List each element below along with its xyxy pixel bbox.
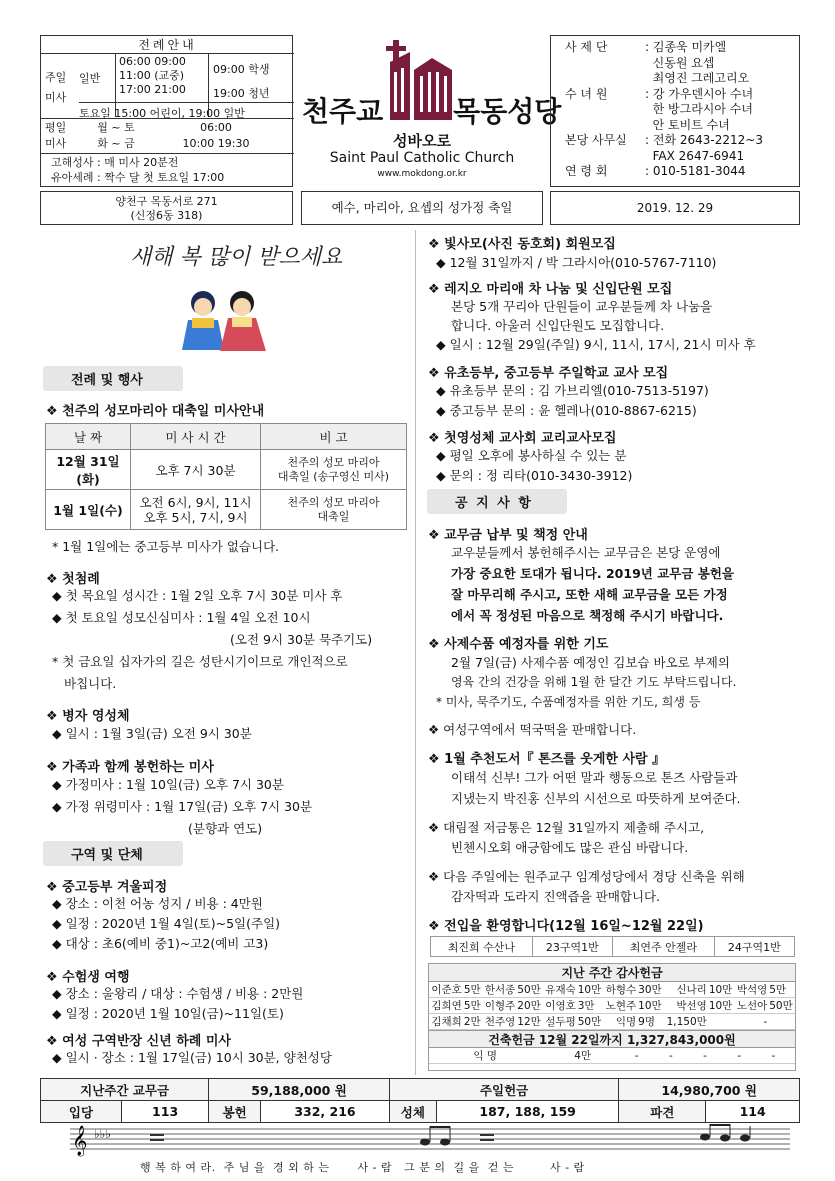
- advent-line: ❖ 대림절 저금통은 12월 31일까지 제출해 주시고,: [428, 820, 705, 835]
- women-item: ◆ 일시 · 장소 : 1월 17일(금) 10시 30분, 양천성당: [52, 1050, 332, 1065]
- prayer-line: 영육 간의 건강을 위해 1월 한 달간 기도 부탁드립니다.: [451, 675, 737, 689]
- advent-line: 빈첸시오회 애긍함에도 많은 관심 바랍니다.: [451, 840, 689, 855]
- section-notices: 공 지 사 항: [427, 489, 567, 514]
- book-heading: ❖ 1월 추천도서『 톤즈를 웃게한 사람 』: [428, 752, 666, 767]
- offering-title: 지난 주간 감사헌금: [429, 964, 795, 982]
- summary-table: 지난주간 교무금 59,188,000 원 주일헌금 14,980,700 원 입당 113 봉헌 332, 216 성체 187, 188, 159 파견 114: [40, 1078, 800, 1123]
- camp-item: ◆ 대상 : 초6(예비 중1)~고2(예비 고3): [52, 936, 269, 951]
- note-no-youth-mass: * 1월 1일에는 중고등부 미사가 없습니다.: [52, 539, 280, 554]
- staff-row: 연 령 회 : 010-5181-3044: [565, 164, 746, 178]
- school-item: ◆ 중고등부 문의 : 윤 헬레나(010-8867-6215): [436, 403, 697, 418]
- prayer-heading: ❖ 사제수품 예정자를 위한 기도: [428, 637, 609, 652]
- church-name-en: Saint Paul Catholic Church: [329, 150, 515, 166]
- first-item: 바칩니다.: [64, 676, 117, 691]
- camp-item: ◆ 장소 : 이천 어농 성지 / 비용 : 4만원: [52, 896, 263, 911]
- family-item: ◆ 가정 위령미사 : 1월 17일(금) 오후 7시 30분: [52, 799, 313, 814]
- table-row: 김희연 5만 이형주 20만 이영호 3만 노현주 10만 박선영 10만 노선아 50만: [429, 998, 795, 1014]
- first-feast-heading: ❖ 첫첨례: [46, 572, 100, 587]
- school-heading: ❖ 유초등부, 중고등부 주일학교 교사 모집: [428, 366, 669, 381]
- staff-row: FAX 2647-6941: [645, 148, 745, 163]
- photo-club-item: ◆ 12월 31일까지 / 박 그라시아(010-5767-7110): [436, 255, 717, 270]
- mary-feast-heading: ❖ 천주의 성모마리아 대축일 미사안내: [46, 404, 265, 419]
- sunday-times-right: 09:00 학생 19:00 청년: [213, 63, 270, 100]
- first-item: (오전 9시 30분 묵주기도): [230, 632, 373, 647]
- mass-schedule-table: 날 짜 미 사 시 간 비 고 12월 31일(화) 오후 7시 30분 천주의 성모 마리아 대축일 (송구영신 미사) 1월 1일(수) 오전 6시, 9시, 11시 오후 5시, 7시, 9시 천주의 성모 마리아 대축일: [45, 423, 407, 530]
- saturday-line: 토요일 15:00 어린이, 19:00 일반: [79, 102, 294, 121]
- staff-row: 수 녀 원 : 강 가우덴시아 수녀: [565, 86, 754, 101]
- sick-heading: ❖ 병자 영성체: [46, 709, 130, 724]
- staff-row: 본당 사무실 : 전화 2643-2212~3: [565, 133, 763, 147]
- communion-heading: ❖ 첫영성체 교사회 교리교사모집: [428, 431, 617, 446]
- legio-heading: ❖ 레지오 마리애 차 나눔 및 신입단원 모집: [428, 282, 673, 297]
- building-table: [429, 1048, 795, 1064]
- family-item: ◆ 가정미사 : 1월 10일(금) 오후 7시 30분: [52, 777, 284, 792]
- mass-info-title: 전례안내: [41, 38, 294, 54]
- camp-heading: ❖ 중고등부 겨울피정: [46, 880, 168, 895]
- church-name-kr: 천주교 목동성당: [302, 95, 562, 128]
- first-item: * 첫 금요일 십자가의 길은 성탄시기이므로 개인적으로: [52, 654, 348, 669]
- staff-box: [550, 35, 800, 187]
- family-heading: ❖ 가족과 함께 봉헌하는 미사: [46, 760, 214, 775]
- mass-info-box: [40, 35, 293, 187]
- table-row: 이준호 5만 한서종 50만 유재숙 10만 하형수 30만 신나리 10만 박석영 5만: [429, 982, 795, 998]
- exam-item: ◆ 장소 : 울왕리 / 대상 : 수험생 / 비용 : 2만원: [52, 986, 304, 1001]
- legio-item: ◆ 일시 : 12월 29일(주일) 9시, 11시, 17시, 21시 미사 후: [436, 337, 756, 352]
- school-item: ◆ 유초등부 문의 : 김 가브리엘(010-7513-5197): [436, 383, 709, 398]
- table-row: 김채희 2만 천주영 12만 설두평 50만 익명 9명 1,150만 -: [429, 1014, 795, 1030]
- music-staff: [40, 1124, 800, 1176]
- table-row: 익 명 4만 - - - - -: [429, 1048, 795, 1064]
- date-box: 2019. 12. 29: [550, 191, 800, 225]
- svg-text:𝄞: 𝄞: [72, 1126, 88, 1156]
- rice-cake-notice: ❖ 여성구역에서 떡국떡을 판매합니다.: [428, 722, 637, 737]
- sunday-label: 주일 미사: [45, 71, 67, 104]
- next-sunday-line: 감자떡과 도라지 진액즙을 판매합니다.: [451, 889, 661, 904]
- dues-line: 교우분들께서 봉헌해주시는 교무금은 본당 운영에: [451, 545, 721, 560]
- photo-club-heading: ❖ 빛사모(사진 동호회) 회원모집: [428, 237, 616, 252]
- welcome-heading: ❖ 전입을 환영합니다(12월 16일~12월 22일): [428, 919, 704, 934]
- offering-box: [428, 963, 796, 1071]
- staff-row: 한 방그라시아 수녀: [645, 102, 753, 116]
- communion-item: ◆ 문의 : 정 리타(010-3430-3912): [436, 468, 633, 483]
- family-item: (분향과 연도): [188, 821, 263, 836]
- weekday-times: 월 ~ 토 06:00 화 ~ 금 10:00 19:30: [97, 121, 250, 150]
- staff-row: 신동원 요셉: [645, 55, 715, 70]
- staff-row: 사 제 단 : 김종욱 미카엘: [565, 40, 727, 54]
- feast-box: 예수, 마리아, 요셉의 성가정 축일: [301, 191, 543, 225]
- general-label: 일반: [79, 72, 101, 85]
- legio-item: 본당 5개 꾸리아 단원들이 교우분들께 차 나눔을: [451, 299, 713, 314]
- greeting: 새해 복 많이 받으세요: [130, 245, 343, 270]
- legio-item: 합니다. 아울러 신입단원도 모집합니다.: [451, 318, 665, 333]
- lyrics: 행 복 하 여 라. 주 님 을 경 외 하 는 사 - 람 그 분 의 길 을 걷 는 사 - 람: [140, 1161, 585, 1174]
- saint-name: 성바오로: [393, 132, 451, 150]
- address-box: 양천구 목동서로 271 (신정6동 318): [40, 191, 293, 225]
- church-logo: [302, 38, 562, 188]
- communion-item: ◆ 평일 오후에 봉사하실 수 있는 분: [436, 448, 627, 463]
- women-heading: ❖ 여성 구역반장 신년 하례 미사: [46, 1034, 231, 1049]
- prayer-line: 2월 7일(금) 사제수품 예정인 김보습 바오로 부제의: [451, 655, 730, 670]
- svg-text:♭♭♭: ♭♭♭: [94, 1127, 111, 1141]
- book-line: 지냈는지 박진홍 신부의 시선으로 따뜻하게 보여준다.: [451, 791, 741, 806]
- first-item: ◆ 첫 목요일 성시간 : 1월 2일 오후 7시 30분 미사 후: [52, 588, 343, 603]
- website: www.mokdong.or.kr: [377, 169, 467, 179]
- staff-row: 안 토비트 수녀: [645, 117, 730, 132]
- welcome-table: 최진희 수산나 23구역1반 최연주 안젤라 24구역1반: [430, 936, 795, 957]
- dues-line: 에서 꼭 정성된 마음으로 책정해 주시기 바랍니다.: [451, 608, 724, 623]
- section-liturgy: 전례 및 행사: [43, 366, 183, 391]
- staff-row: 최영진 그레고리오: [645, 71, 750, 85]
- confession-info: 고해성사 : 매 미사 20분전 유아세례 : 짝수 달 첫 토요일 17:00: [51, 156, 225, 184]
- building-title: 건축헌금 12월 22일까지 1,327,843,000원: [429, 1030, 795, 1048]
- prayer-line: * 미사, 묵주기도, 수품예정자를 위한 기도, 희생 등: [436, 695, 701, 709]
- offering-table: [429, 982, 795, 1030]
- camp-item: ◆ 일정 : 2020년 1월 4일(토)~5일(주일): [52, 916, 281, 931]
- book-line: 이태석 신부! 그가 어떤 말과 행동으로 톤즈 사람들과: [451, 770, 738, 785]
- first-item: ◆ 첫 토요일 성모신심미사 : 1월 4일 오전 10시: [52, 610, 311, 625]
- dues-line: 가장 중요한 토대가 됩니다. 2019년 교무금 봉헌을: [451, 566, 735, 581]
- next-sunday-line: ❖ 다음 주일에는 원주교구 임계성당에서 경당 신축을 위해: [428, 869, 745, 884]
- sunday-times: 06:00 09:00 11:00 (교중) 17:00 21:00: [115, 53, 209, 117]
- weekday-label: 평일 미사: [45, 121, 67, 150]
- dues-heading: ❖ 교무금 납부 및 책정 안내: [428, 528, 588, 543]
- exam-item: ◆ 일정 : 2020년 1월 10일(금)~11일(토): [52, 1006, 284, 1021]
- sick-item: ◆ 일시 : 1월 3일(금) 오전 9시 30분: [52, 726, 252, 741]
- exam-heading: ❖ 수험생 여행: [46, 970, 130, 985]
- section-groups: 구역 및 단체: [43, 841, 183, 866]
- music-notation-icon: [40, 1124, 800, 1158]
- hanbok-children-icon: [170, 285, 275, 355]
- dues-line: 잘 마무리해 주시고, 또한 새해 교무금을 모든 가정: [451, 587, 728, 602]
